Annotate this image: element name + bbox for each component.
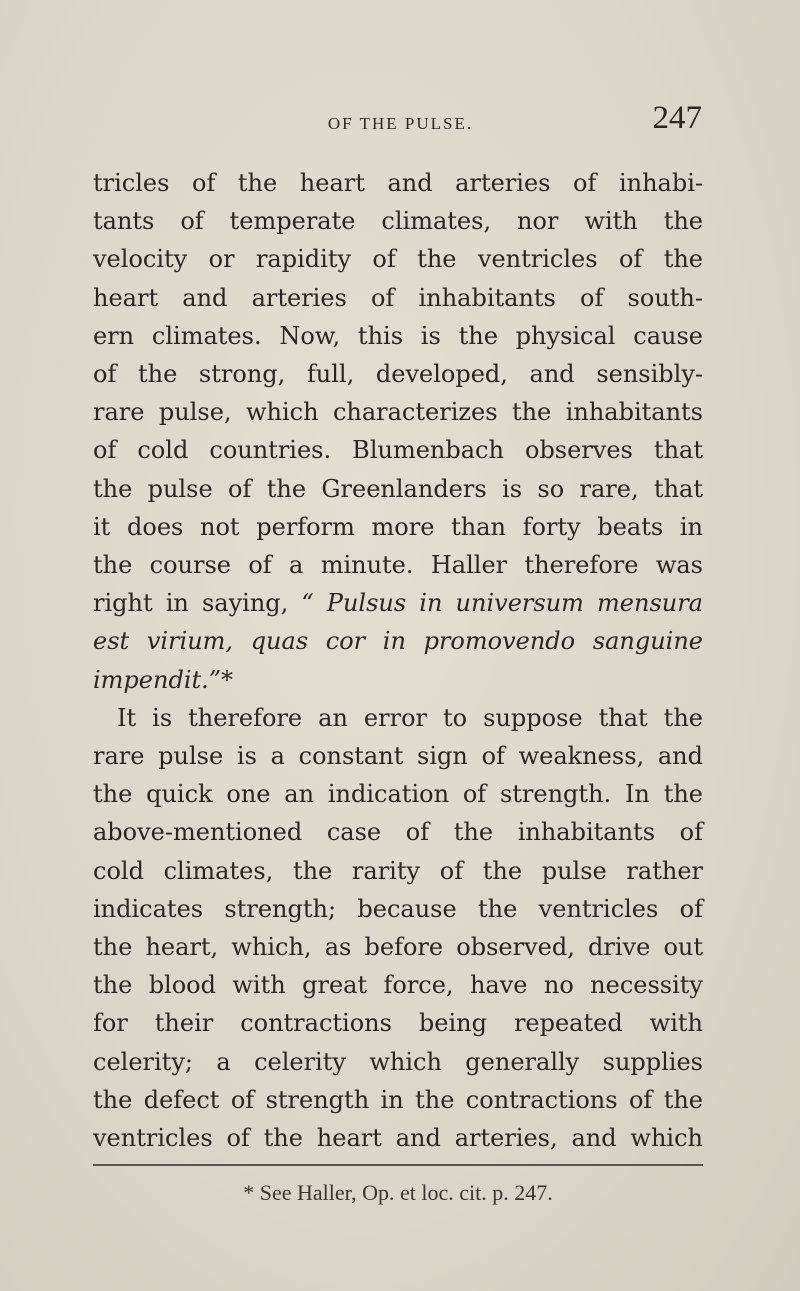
text-line: the blood with great force, have no necessity: [93, 971, 703, 1000]
page-number: 247: [652, 100, 702, 136]
quote-intro: right in saying,: [93, 589, 302, 618]
text-line: indicates strength; because the ventricles of: [93, 894, 703, 923]
text-line: cold climates, the rarity of the pulse rather: [93, 856, 703, 885]
latin-quote-part-1: “ Pulsus in universum mensura: [301, 589, 703, 618]
text-line: it does not perform more than forty beats in: [93, 512, 703, 541]
text-line: of the strong, full, developed, and sensibly-: [93, 360, 703, 389]
text-line: the pulse of the Greenlanders is so rare, that: [93, 474, 703, 503]
text-line: celerity; a celerity which generally supplies: [93, 1047, 703, 1076]
footnote-divider: [93, 1164, 703, 1166]
text-line: ern climates. Now, this is the physical cause: [93, 321, 703, 350]
text-line: It is therefore an error to suppose that the: [117, 703, 703, 732]
text-line: rare pulse is a constant sign of weakness, and: [93, 742, 703, 771]
text-line: the quick one an indication of strength. In the: [93, 780, 703, 809]
text-line: heart and arteries of inhabitants of south-: [93, 283, 703, 312]
text-line: the heart, which, as before observed, drive out: [93, 933, 703, 962]
text-line: the course of a minute. Haller therefore was: [93, 551, 703, 580]
quote-line-1: [93, 584, 703, 622]
footnote: * See Haller, Op. et loc. cit. p. 247.: [243, 1180, 553, 1205]
text-line: tricles of the heart and arteries of inhabi-: [93, 169, 703, 197]
page-header: [93, 100, 708, 146]
body-text: [93, 164, 703, 1157]
text-line: rare pulse, which characterizes the inhabitants: [93, 398, 703, 427]
text-line: tants of temperate climates, nor with the: [93, 207, 703, 236]
text-line: above-mentioned case of the inhabitants of: [93, 818, 703, 847]
running-head: OF THE PULSE.: [327, 114, 474, 133]
latin-quote-part-3: impendit.”*: [93, 665, 234, 694]
latin-quote-part-2: est virium, quas cor in promovendo sanguine: [93, 627, 703, 656]
text-line: ventricles of the heart and arteries, and which: [93, 1124, 703, 1153]
text-line: of cold countries. Blumenbach observes that: [93, 436, 703, 465]
text-line: velocity or rapidity of the ventricles of the: [93, 245, 703, 274]
text-line: for their contractions being repeated with: [93, 1009, 703, 1038]
text-line: the defect of strength in the contractions of the: [93, 1085, 703, 1114]
